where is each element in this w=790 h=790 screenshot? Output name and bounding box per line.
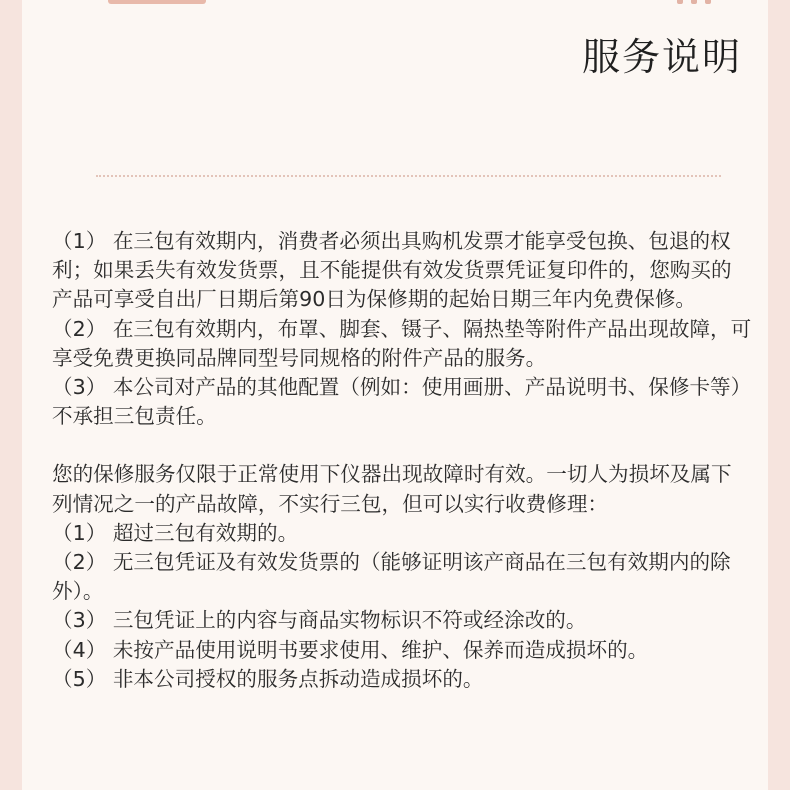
terms-item-2: （2） 在三包有效期内，布罩、脚套、镊子、隔热垫等附件产品出现故障，可享受免费更换同品牌同型号同规格的附件产品的服务。 <box>52 316 752 370</box>
page-title: 服务说明 <box>581 35 742 79</box>
exclusion-item-5: （5） 非本公司授权的服务点拆动造成损坏的。 <box>52 666 484 691</box>
top-tab-decoration <box>108 0 206 4</box>
spacer <box>52 431 752 460</box>
terms-item-1: （1） 在三包有效期内，消费者必须出具购机发票才能享受包换、包退的权利；如果丢失有效发货票，且不能提供有效发货票凭证复印件的，您购买的产品可享受自出厂日期后第90日为保修期的起始日期三年内免费保修。 <box>52 229 732 312</box>
exclusion-item-2: （2） 无三包凭证及有效发货票的（能够证明该产商品在三包有效期内的除外）。 <box>52 550 731 604</box>
exclusion-item-3: （3） 三包凭证上的内容与商品实物标识不符或经涂改的。 <box>52 608 587 633</box>
warranty-intro: 您的保修服务仅限于正常使用下仪器出现故障时有效。一切人为损坏及属下列情况之一的产品故障，不实行三包，但可以实行收费修理： <box>52 462 732 516</box>
exclusion-item-4: （4） 未按产品使用说明书要求使用、维护、保养而造成损坏的。 <box>52 637 649 662</box>
dot <box>677 0 683 4</box>
dotted-divider <box>96 175 721 177</box>
top-dots-decoration <box>677 0 717 4</box>
service-terms-content <box>52 227 752 694</box>
exclusion-item-1: （1） 超过三包有效期的。 <box>52 520 299 545</box>
dot <box>691 0 697 4</box>
dot <box>705 0 711 4</box>
terms-item-3: （3） 本公司对产品的其他配置（例如：使用画册、产品说明书、保修卡等）不承担三包责任。 <box>52 375 752 429</box>
